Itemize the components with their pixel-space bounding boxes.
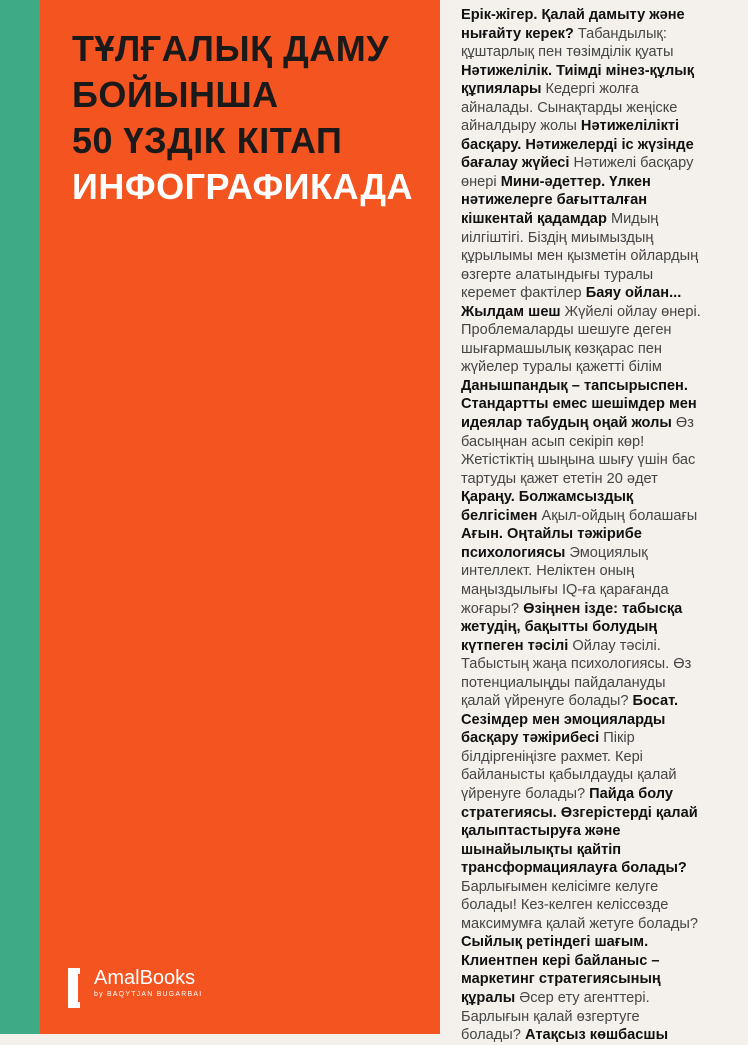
book-list-line: [461, 173, 731, 192]
book-description-segment: Эмоциялық: [565, 544, 648, 561]
book-description-segment: Мидың: [606, 211, 659, 228]
title-line-3: 50 ҮЗДІК КІТАП: [72, 120, 343, 161]
book-description-segment: Кедергі жолға: [541, 81, 639, 98]
book-list-line: [461, 674, 731, 693]
book-title-segment: кішкентай қадамдар: [461, 211, 607, 228]
publisher-name: AmalBooks: [94, 967, 196, 989]
book-list-line: [461, 785, 731, 804]
book-title-segment: Қараңу. Болжамсыздық: [461, 489, 634, 506]
book-title-segment: нығайту керек?: [461, 25, 574, 42]
book-list-line: [461, 80, 731, 99]
book-description-segment: өнері: [461, 173, 497, 190]
cover-title: [72, 26, 413, 210]
book-list-line: [461, 229, 731, 248]
book-description-segment: айналдыру жолы: [461, 118, 577, 135]
title-line-1: ТҰЛҒАЛЫҚ ДАМУ: [72, 28, 390, 69]
book-title-segment: белгісімен: [461, 507, 538, 524]
book-list-line: [461, 692, 731, 711]
book-list-line: [461, 507, 731, 526]
book-list-line: [461, 488, 731, 507]
book-description-segment: керемет фактілер: [461, 285, 582, 302]
publisher-tagline: by BAQYTJAN BUGARBAI: [94, 991, 203, 998]
book-list-line: [461, 154, 731, 173]
publisher-logo: [68, 966, 202, 1008]
book-list-line: [461, 1008, 731, 1027]
title-line-2: БОЙЫНША: [72, 74, 279, 115]
book-description-segment: шығармашылық көзқарас пен: [461, 340, 662, 357]
book-list-line: [461, 433, 731, 452]
book-list-line: [461, 1026, 731, 1045]
book-list-line: [461, 989, 731, 1008]
book-list-line: [461, 451, 731, 470]
book-description-segment: Жүйелі ойлау өнері.: [560, 303, 701, 320]
book-title-segment: Стандартты емес шешімдер мен: [461, 396, 697, 413]
book-list-line: [461, 562, 731, 581]
book-title-segment: Босат.: [628, 693, 679, 710]
book-list-line: [461, 952, 731, 971]
book-list-line: [461, 711, 731, 730]
book-description-segment: байланысты қабылдауды қалай: [461, 767, 677, 784]
book-list-line: [461, 637, 731, 656]
book-description-segment: Барлығымен келісімге келуге: [461, 878, 659, 895]
book-description-segment: өзгерте алатындығы туралы: [461, 266, 654, 283]
book-list-line: [461, 766, 731, 785]
book-list-line: [461, 358, 731, 377]
book-description-segment: Нәтижелі басқару: [569, 155, 694, 172]
book-description-segment: үйренуге болады?: [461, 785, 586, 802]
book-title-segment: нәтижелерге бағытталған: [461, 192, 648, 209]
book-title-segment: Нәтижелілікті: [576, 118, 680, 135]
book-list-line: [461, 210, 731, 229]
book-description-segment: болады?: [461, 1027, 521, 1044]
book-description-segment: Ақыл-ойдың болашағы: [537, 507, 698, 524]
book-title-segment: Нәтижелілік. Тиімді мінез-құлық: [461, 62, 695, 79]
book-title-segment: Пайда болу: [585, 785, 673, 802]
book-list-line: [461, 25, 731, 44]
book-list-line: [461, 600, 731, 619]
book-description-segment: максимумға қалай жетуге болады?: [461, 915, 698, 932]
book-title-segment: идеялар табудың оңай жолы: [461, 415, 672, 432]
book-description-segment: маңыздылығы IQ-ға қарағанда: [461, 581, 669, 598]
publisher-text: [94, 966, 202, 1000]
book-list-line: [461, 896, 731, 915]
book-list-line: [461, 303, 731, 322]
book-list-line: [461, 915, 731, 934]
book-list-line: [461, 284, 731, 303]
book-title-segment: Мини-әдеттер. Үлкен: [496, 173, 651, 190]
book-list-line: [461, 618, 731, 637]
book-title-segment: Данышпандық – тапсырыспен.: [461, 377, 688, 394]
book-title-segment: психологиясы: [461, 544, 566, 561]
book-list-line: [461, 99, 731, 118]
book-list-line: [461, 729, 731, 748]
book-title-segment: Клиентпен кері байланыс –: [461, 952, 660, 969]
book-list-line: [461, 859, 731, 878]
book-description-segment: интеллект. Неліктен оның: [461, 563, 635, 580]
book-description-segment: Проблемаларды шешуге деген: [461, 322, 672, 339]
book-title-segment: құпиялары: [461, 81, 542, 98]
green-spine-strip: [0, 0, 40, 1034]
book-list-line: [461, 525, 731, 544]
book-title-segment: қалыптастыруға және: [461, 823, 621, 840]
book-description-segment: болады! Кез-келген келіссөзде: [461, 897, 669, 914]
title-line-4: ИНФОГРАФИКАДА: [72, 166, 414, 207]
book-title-segment: жетудің, бақытты болудың: [461, 619, 658, 636]
book-description-segment: құрылымы мен қызметін ойлардың: [461, 248, 699, 265]
book-description-segment: тартуды қажет ететін 20 әдет: [461, 470, 658, 487]
book-list-line: [461, 62, 731, 81]
book-title-segment: құралы: [461, 989, 516, 1006]
book-list-line: [461, 804, 731, 823]
book-description-segment: жоғары?: [461, 600, 520, 617]
book-title-segment: стратегиясы. Өзгерістерді қалай: [461, 804, 698, 821]
book-title-segment: басқару тәжірибесі: [461, 730, 600, 747]
book-list-line: [461, 266, 731, 285]
book-title-segment: Сыйлық ретіндегі шағым.: [461, 934, 649, 951]
book-description-segment: потенциалыңды пайдалануды: [461, 674, 666, 691]
book-list-line: [461, 136, 731, 155]
book-list-line: [461, 470, 731, 489]
book-list-line: [461, 841, 731, 860]
book-title-segment: Ерік-жігер. Қалай дамыту және: [461, 7, 685, 23]
book-list-line: [461, 822, 731, 841]
book-list-line: [461, 933, 731, 952]
book-description-segment: білдіргеніңізге рахмет. Кері: [461, 748, 643, 765]
book-description-segment: Жетістіктің шыңына шығу үшін бас: [461, 452, 696, 469]
book-list-line: [461, 117, 731, 136]
book-list-line: [461, 395, 731, 414]
book-description-segment: иілгіштігі. Біздің миымыздың: [461, 229, 654, 246]
book-list-line: [461, 340, 731, 359]
book-list-line: [461, 6, 731, 25]
book-description-segment: қалай үйренуге болады?: [461, 693, 629, 710]
book-description-segment: Өз: [671, 415, 694, 432]
book-description-segment: басыңнан асып секіріп көр!: [461, 433, 645, 450]
book-title-segment: бағалау жүйесі: [461, 155, 570, 172]
book-list-line: [461, 377, 731, 396]
book-list-line: [461, 970, 731, 989]
book-title-segment: маркетинг стратегиясының: [461, 971, 661, 988]
book-description-segment: құштарлық пен төзімділік қуаты: [461, 44, 674, 61]
book-list-line: [461, 43, 731, 62]
book-description-segment: жүйелер туралы қажетті білім: [461, 359, 662, 376]
book-title-segment: Ағын. Оңтайлы тәжірибе: [461, 526, 642, 543]
book-list-line: [461, 748, 731, 767]
book-list-line: [461, 191, 731, 210]
book-title-segment: Атақсыз көшбасшы: [520, 1027, 669, 1044]
book-list-line: [461, 655, 731, 674]
book-title-segment: трансформациялауға болады?: [461, 860, 687, 877]
book-list-line: [461, 321, 731, 340]
book-description-segment: Барлығын қалай өзгертуге: [461, 1008, 640, 1025]
door-icon: [68, 968, 86, 1008]
book-title-segment: Жылдам шеш: [461, 303, 561, 320]
book-description-segment: Әсер ету агенттері.: [515, 989, 650, 1006]
book-list-line: [461, 544, 731, 563]
book-title-segment: күтпеген тәсілі: [461, 637, 569, 654]
book-list-line: [461, 581, 731, 600]
book-description-segment: Ойлау тәсілі.: [568, 637, 661, 654]
book-description-segment: Табандылық:: [573, 25, 667, 42]
book-title-segment: Сезімдер мен эмоцияларды: [461, 711, 666, 728]
book-title-segment: басқару. Нәтижелерді іс жүзінде: [461, 136, 694, 153]
book-list: [461, 6, 731, 1045]
book-title-segment: шынайылықты қайтіп: [461, 841, 622, 858]
book-description-segment: Табыстың жаңа психологиясы. Өз: [461, 656, 692, 673]
book-list-line: [461, 414, 731, 433]
book-list-line: [461, 247, 731, 266]
book-description-segment: айналады. Сынақтарды жеңіске: [461, 99, 678, 116]
book-list-line: [461, 878, 731, 897]
book-title-segment: Өзіңнен ізде: табысқа: [519, 600, 683, 617]
book-title-segment: Баяу ойлан...: [581, 285, 682, 302]
book-description-segment: Пікір: [599, 730, 635, 747]
